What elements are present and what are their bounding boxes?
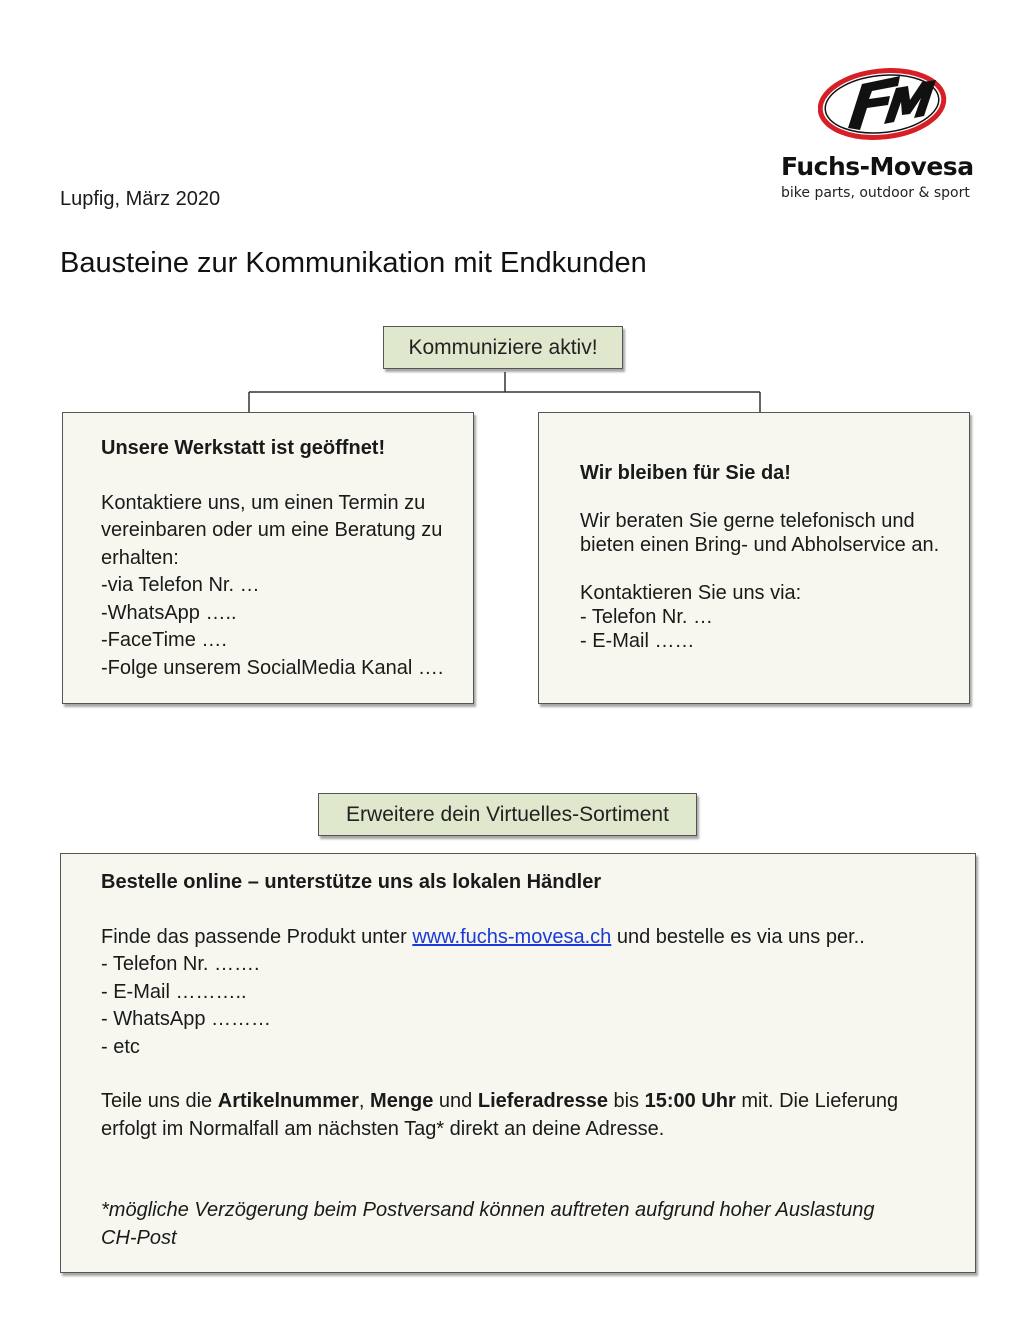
logo-company-name: Fuchs-Movesa — [781, 152, 974, 181]
workshop-open-card — [62, 412, 474, 704]
list-item: - Telefon Nr. … — [580, 606, 714, 628]
logo-tagline: bike parts, outdoor & sport — [781, 185, 970, 201]
card-text-line: erhalten: — [101, 546, 179, 569]
card-text-line: Wir beraten Sie gerne telefonisch und — [580, 510, 915, 532]
list-item: -Folge unserem SocialMedia Kanal …. — [101, 656, 444, 679]
list-item: - WhatsApp ……… — [101, 1008, 272, 1030]
footnote-line: CH-Post — [101, 1226, 177, 1249]
card-text-line: bieten einen Bring- und Abholservice an. — [580, 534, 940, 556]
card-heading: Wir bleiben für Sie da! — [580, 462, 791, 484]
share-text: bis — [607, 1090, 645, 1112]
find-product-line — [101, 924, 975, 952]
list-item: - Telefon Nr. ……. — [101, 953, 260, 975]
share-text: und — [433, 1090, 478, 1112]
connector-lines — [0, 0, 1024, 420]
section-heading-virtual-assortment: Erweitere dein Virtuelles-Sortiment — [318, 793, 697, 836]
delivery-info-line: erfolgt im Normalfall am nächsten Tag* direkt an deine Adresse. — [101, 1117, 665, 1140]
list-item: -via Telefon Nr. … — [101, 574, 260, 596]
contact-label: Kontaktieren Sie uns via: — [580, 582, 802, 604]
list-item: - E-Mail …… — [580, 630, 695, 652]
document-date: Lupfig, März 2020 — [60, 188, 221, 210]
website-link[interactable]: www.fuchs-movesa.ch — [412, 925, 612, 948]
list-item: -WhatsApp ….. — [101, 601, 237, 624]
article-number-label: Artikelnummer — [217, 1090, 359, 1112]
we-are-here-card — [538, 412, 970, 704]
list-item: - etc — [101, 1035, 140, 1058]
page-title: Bausteine zur Kommunikation mit Endkunden — [60, 247, 647, 279]
share-text: mit. Die Lieferung — [735, 1090, 899, 1112]
find-prefix: Finde das passende Produkt unter — [101, 925, 413, 948]
share-info-line — [101, 1088, 975, 1116]
list-item: -FaceTime …. — [101, 629, 227, 651]
card-text-line: Kontaktiere uns, um einen Termin zu — [101, 491, 426, 514]
card-heading: Unsere Werkstatt ist geöffnet! — [101, 437, 386, 459]
find-suffix: und bestelle es via uns per.. — [611, 925, 865, 948]
list-item: - E-Mail ……….. — [101, 980, 247, 1003]
cutoff-time: 15:00 Uhr — [644, 1090, 736, 1112]
footnote-line: *mögliche Verzögerung beim Postversand können auftreten aufgrund hoher Auslastung — [101, 1199, 875, 1221]
section-heading-communicate: Kommuniziere aktiv! — [383, 326, 623, 369]
share-text: Teile uns die — [101, 1090, 218, 1112]
card-heading: Bestelle online – unterstütze uns als lokalen Händler — [101, 871, 602, 893]
card-text-line: vereinbaren oder um eine Beratung zu — [101, 519, 443, 541]
order-online-card — [60, 853, 976, 1273]
quantity-label: Menge — [370, 1090, 434, 1112]
delivery-address-label: Lieferadresse — [477, 1090, 608, 1112]
share-text: , — [358, 1090, 371, 1112]
